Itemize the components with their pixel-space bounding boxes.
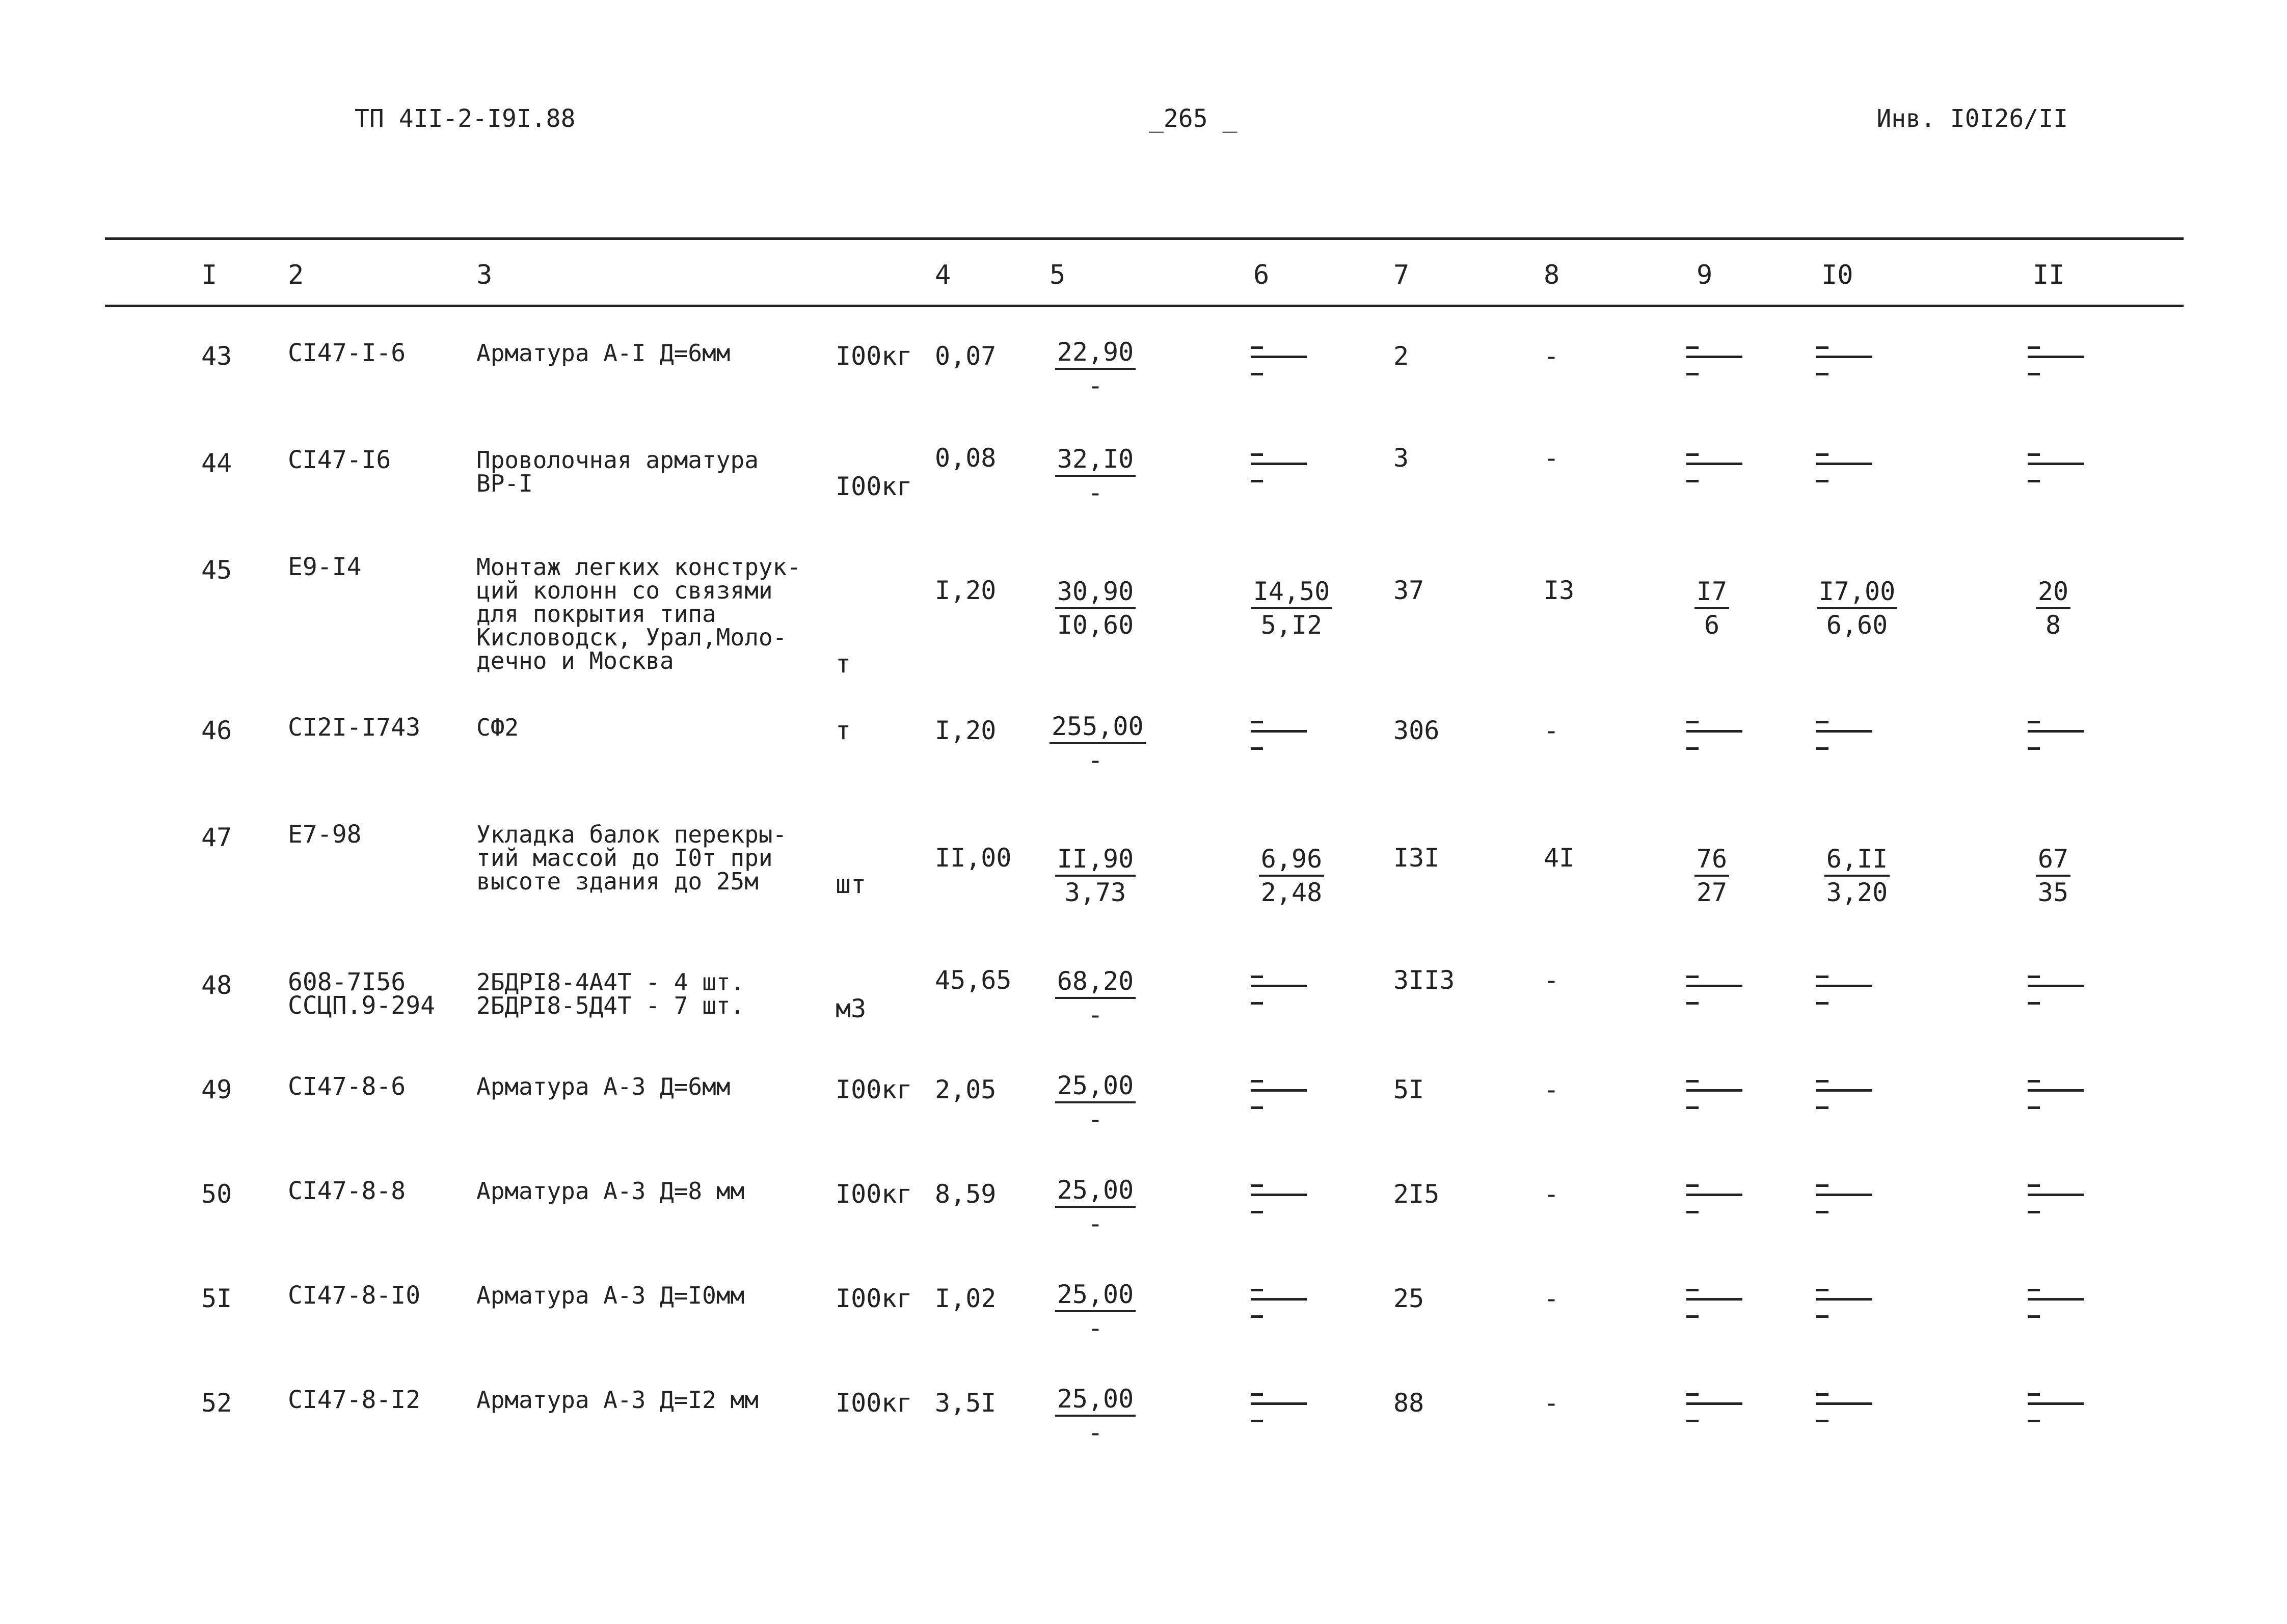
fraction-c10 [1816, 843, 1898, 908]
row-number: 44 [201, 448, 232, 478]
row-code: CI2I-I743 [288, 713, 421, 742]
dash-mark [1816, 1289, 1828, 1291]
fraction-denominator: 3,73 [1064, 878, 1126, 907]
dash-mark [1251, 1315, 1263, 1318]
row-col8: - [1544, 1179, 1559, 1209]
dash-mark [2028, 1194, 2084, 1196]
dash-mark [2028, 1106, 2040, 1109]
dash-mark [2028, 730, 2084, 733]
empty-fraction-c11 [2028, 1393, 2084, 1429]
row-col7: 2I5 [1393, 1179, 1440, 1209]
row-code: CI47-I6 [288, 446, 391, 474]
row-col7: 5I [1393, 1075, 1424, 1104]
dash-mark [1816, 346, 1828, 349]
row-col7: 37 [1393, 576, 1424, 605]
column-number: 7 [1393, 260, 1410, 290]
fraction-numerator: I7,00 [1817, 576, 1898, 609]
dash-mark [2028, 480, 2040, 482]
dash-mark [1251, 1393, 1263, 1396]
row-quantity: 45,65 [935, 965, 1012, 995]
page-number: _265 _ [1149, 104, 1237, 133]
row-number: 52 [201, 1388, 232, 1418]
empty-fraction-c9 [1686, 453, 1742, 489]
row-code: E9-I4 [288, 553, 362, 581]
dash-mark [1251, 1106, 1263, 1109]
row-description: Арматура А-3 Д=I2 мм [476, 1386, 759, 1414]
fraction-c5 [1050, 965, 1141, 1031]
row-unit: т [836, 716, 851, 745]
dash-mark [2028, 1315, 2040, 1318]
empty-fraction-c10 [1816, 976, 1872, 1011]
empty-fraction-c9 [1686, 346, 1742, 382]
row-col8: - [1544, 965, 1559, 995]
fraction-c5 [1050, 711, 1144, 776]
fraction-numerator: 6,II [1824, 843, 1890, 877]
dash-mark [1816, 1089, 1872, 1092]
row-col7: 88 [1393, 1388, 1424, 1418]
dash-mark [1816, 1420, 1828, 1422]
dash-mark [2028, 1080, 2040, 1082]
dash-mark [1251, 721, 1263, 723]
dash-mark [1686, 1080, 1699, 1082]
dash-mark [1251, 480, 1263, 482]
fraction-c5 [1050, 1070, 1141, 1135]
row-description: Арматура А-3 Д=8 мм [476, 1177, 745, 1205]
fraction-denominator: - [1087, 371, 1104, 400]
row-code: CI47-8-I2 [288, 1386, 421, 1414]
row-number: 49 [201, 1075, 232, 1104]
row-code: 608-7I56 ССЦП.9-294 [288, 968, 435, 1020]
empty-fraction-c11 [2028, 1080, 2084, 1116]
empty-fraction-c6 [1251, 976, 1307, 1011]
dash-mark [1251, 1184, 1263, 1187]
empty-fraction-c11 [2028, 1184, 2084, 1220]
row-quantity: 2,05 [935, 1075, 997, 1104]
dash-mark [1816, 480, 1828, 482]
fraction-c10 [1816, 576, 1898, 641]
empty-fraction-c10 [1816, 1080, 1872, 1116]
empty-fraction-c11 [2028, 721, 2084, 756]
dash-mark [1251, 1402, 1307, 1405]
fraction-numerator: 25,00 [1055, 1070, 1136, 1103]
empty-fraction-c9 [1686, 721, 1742, 756]
dash-mark [1686, 1184, 1699, 1187]
fraction-denominator: - [1087, 1313, 1104, 1343]
dash-mark [1816, 356, 1872, 358]
row-quantity: I,20 [935, 716, 997, 745]
row-code: CI47-8-6 [288, 1072, 406, 1101]
dash-mark [1816, 747, 1828, 750]
dash-mark [2028, 1289, 2040, 1291]
fraction-numerator: 255,00 [1050, 711, 1146, 744]
fraction-numerator: I7 [1694, 576, 1729, 609]
row-code: CI47-8-I0 [288, 1281, 421, 1310]
row-quantity: I,02 [935, 1284, 997, 1313]
row-col7: 3 [1393, 443, 1409, 473]
empty-fraction-c6 [1251, 346, 1307, 382]
doc-code: ТП 4II-2-I9I.88 [355, 104, 576, 133]
fraction-numerator: 76 [1694, 843, 1729, 877]
empty-fraction-c11 [2028, 976, 2084, 1011]
dash-mark [1816, 1106, 1828, 1109]
fraction-numerator: 32,I0 [1055, 443, 1136, 477]
dash-mark [2028, 1089, 2084, 1092]
dash-mark [1251, 453, 1263, 456]
dash-mark [2028, 1184, 2040, 1187]
fraction-c11 [2028, 843, 2079, 908]
dash-mark [1251, 1289, 1263, 1291]
dash-mark [1816, 1211, 1828, 1213]
dash-mark [1816, 1194, 1872, 1196]
row-number: 45 [201, 555, 232, 585]
row-number: 43 [201, 341, 232, 371]
dash-mark [1686, 1211, 1699, 1213]
fraction-numerator: 68,20 [1055, 965, 1136, 999]
empty-fraction-c9 [1686, 1184, 1742, 1220]
dash-mark [1686, 1315, 1699, 1318]
dash-mark [1686, 747, 1699, 750]
dash-mark [1251, 976, 1263, 978]
dash-mark [1686, 1289, 1699, 1291]
dash-mark [1686, 976, 1699, 978]
column-number: 9 [1697, 260, 1713, 290]
fraction-c5 [1050, 843, 1141, 908]
fraction-denominator: 27 [1696, 878, 1728, 907]
dash-mark [1816, 985, 1872, 987]
dash-mark [2028, 356, 2084, 358]
row-col7: I3I [1393, 843, 1440, 873]
empty-fraction-c6 [1251, 721, 1307, 756]
empty-fraction-c9 [1686, 1289, 1742, 1324]
table-header-rule [105, 305, 2184, 307]
empty-fraction-c6 [1251, 1184, 1307, 1220]
dash-mark [1251, 1420, 1263, 1422]
dash-mark [2028, 985, 2084, 987]
empty-fraction-c6 [1251, 1080, 1307, 1116]
dash-mark [2028, 1211, 2040, 1213]
fraction-denominator: - [1087, 1418, 1104, 1447]
dash-mark [1816, 1402, 1872, 1405]
dash-mark [1251, 373, 1263, 375]
dash-mark [1251, 747, 1263, 750]
row-unit: I00кг [836, 1284, 912, 1313]
fraction-denominator: 6,60 [1826, 610, 1888, 640]
dash-mark [2028, 463, 2084, 465]
fraction-c5 [1050, 336, 1141, 401]
row-quantity: II,00 [935, 843, 1012, 873]
column-number: 8 [1544, 260, 1560, 290]
empty-fraction-c10 [1816, 1184, 1872, 1220]
dash-mark [2028, 976, 2040, 978]
dash-mark [1816, 976, 1828, 978]
dash-mark [1686, 1089, 1742, 1092]
inventory-number: Инв. I0I26/II [1876, 104, 2068, 133]
dash-mark [1251, 1298, 1307, 1301]
fraction-c6 [1251, 843, 1332, 908]
fraction-numerator: 22,90 [1055, 336, 1136, 370]
column-number: II [2033, 260, 2065, 290]
dash-mark [1251, 1080, 1263, 1082]
dash-mark [1686, 1393, 1699, 1396]
dash-mark [1686, 1298, 1742, 1301]
empty-fraction-c10 [1816, 453, 1872, 489]
row-description: Арматура А-I Д=6мм [476, 339, 731, 367]
dash-mark [1686, 1106, 1699, 1109]
fraction-numerator: II,90 [1055, 843, 1136, 877]
dash-mark [1816, 1393, 1828, 1396]
column-number: 3 [476, 260, 493, 290]
row-quantity: 0,08 [935, 443, 997, 473]
row-code: E7-98 [288, 820, 362, 849]
row-description: Укладка балок перекры- тий массой до I0т при высоте здания до 25м [476, 821, 787, 895]
fraction-c5 [1050, 443, 1141, 508]
dash-mark [1686, 985, 1742, 987]
fraction-numerator: 20 [2036, 576, 2070, 609]
row-col8: - [1544, 1284, 1559, 1313]
row-code: CI47-I-6 [288, 339, 406, 367]
column-number: 5 [1050, 260, 1066, 290]
row-code: CI47-8-8 [288, 1177, 406, 1205]
row-description: Арматура А-3 Д=I0мм [476, 1282, 745, 1309]
fraction-numerator: 25,00 [1055, 1279, 1136, 1312]
fraction-denominator: 35 [2037, 878, 2069, 907]
row-unit: I00кг [836, 1179, 912, 1209]
dash-mark [2028, 747, 2040, 750]
row-quantity: 0,07 [935, 341, 997, 371]
dash-mark [1816, 453, 1828, 456]
row-col7: 2 [1393, 341, 1409, 371]
empty-fraction-c11 [2028, 453, 2084, 489]
row-col8: - [1544, 1075, 1559, 1104]
fraction-numerator: 25,00 [1055, 1174, 1136, 1208]
row-description: Арматура А-3 Д=6мм [476, 1073, 731, 1100]
row-number: 47 [201, 823, 232, 852]
dash-mark [1251, 1002, 1263, 1005]
fraction-denominator: - [1087, 1000, 1104, 1030]
fraction-c6 [1251, 576, 1332, 641]
dash-mark [2028, 1420, 2040, 1422]
row-col8: - [1544, 443, 1559, 473]
dash-mark [1686, 373, 1699, 375]
dash-mark [1251, 730, 1307, 733]
fraction-denominator: - [1087, 1104, 1104, 1134]
fraction-numerator: 25,00 [1055, 1383, 1136, 1417]
dash-mark [1251, 985, 1307, 987]
dash-mark [1816, 1002, 1828, 1005]
dash-mark [1686, 463, 1742, 465]
fraction-denominator: 5,I2 [1260, 610, 1323, 640]
dash-mark [2028, 1393, 2040, 1396]
row-unit: м3 [836, 994, 867, 1023]
dash-mark [2028, 1002, 2040, 1005]
fraction-numerator: 67 [2036, 843, 2070, 877]
dash-mark [1816, 463, 1872, 465]
fraction-c5 [1050, 576, 1141, 641]
row-quantity: 3,5I [935, 1388, 997, 1418]
row-col7: 306 [1393, 716, 1440, 745]
dash-mark [2028, 721, 2040, 723]
row-unit: I00кг [836, 1388, 912, 1418]
fraction-c5 [1050, 1279, 1141, 1344]
fraction-numerator: I4,50 [1251, 576, 1332, 609]
row-col8: - [1544, 716, 1559, 745]
dash-mark [1816, 1080, 1828, 1082]
row-col8: 4I [1544, 843, 1575, 873]
fraction-numerator: 6,96 [1259, 843, 1324, 877]
dash-mark [1686, 480, 1699, 482]
dash-mark [1816, 373, 1828, 375]
dash-mark [2028, 346, 2040, 349]
dash-mark [1251, 1089, 1307, 1092]
fraction-c5 [1050, 1174, 1141, 1239]
row-unit: I00кг [836, 472, 912, 501]
dash-mark [1816, 1298, 1872, 1301]
fraction-c9 [1686, 576, 1737, 641]
column-number: 4 [935, 260, 951, 290]
empty-fraction-c9 [1686, 1080, 1742, 1116]
dash-mark [2028, 1402, 2084, 1405]
column-number: I [201, 260, 218, 290]
dash-mark [1251, 346, 1263, 349]
dash-mark [2028, 453, 2040, 456]
dash-mark [1686, 453, 1699, 456]
fraction-denominator: 6 [1704, 610, 1720, 640]
row-col8: - [1544, 1388, 1559, 1418]
empty-fraction-c10 [1816, 1289, 1872, 1324]
dash-mark [2028, 1298, 2084, 1301]
dash-mark [1816, 1315, 1828, 1318]
row-number: 5I [201, 1284, 232, 1313]
dash-mark [1686, 1420, 1699, 1422]
row-description: СФ2 [476, 714, 519, 741]
column-number: I0 [1821, 260, 1853, 290]
row-quantity: 8,59 [935, 1179, 997, 1209]
row-col8: I3 [1544, 576, 1575, 605]
fraction-denominator: I0,60 [1057, 610, 1134, 640]
fraction-denominator: - [1087, 1209, 1104, 1238]
row-unit: I00кг [836, 1075, 912, 1104]
dash-mark [1251, 356, 1307, 358]
dash-mark [1251, 1211, 1263, 1213]
row-quantity: I,20 [935, 576, 997, 605]
dash-mark [1686, 1194, 1742, 1196]
empty-fraction-c6 [1251, 453, 1307, 489]
row-description: 2БДРI8-4А4Т - 4 шт. 2БДРI8-5Д4Т - 7 шт. [476, 968, 745, 1019]
empty-fraction-c6 [1251, 1393, 1307, 1429]
empty-fraction-c6 [1251, 1289, 1307, 1324]
dash-mark [1816, 721, 1828, 723]
dash-mark [1686, 721, 1699, 723]
row-description: Проволочная арматура ВР-I [476, 446, 759, 497]
dash-mark [1816, 1184, 1828, 1187]
dash-mark [1686, 730, 1742, 733]
row-unit: I00кг [836, 341, 912, 371]
row-col7: 25 [1393, 1284, 1424, 1313]
empty-fraction-c10 [1816, 1393, 1872, 1429]
column-number: 2 [288, 260, 304, 290]
empty-fraction-c9 [1686, 976, 1742, 1011]
row-description: Монтаж легких конструк- ций колонн со связями для покрытия типа Кисловодск, Урал,Моло- дечно и Москва [476, 553, 801, 674]
column-number: 6 [1253, 260, 1270, 290]
empty-fraction-c9 [1686, 1393, 1742, 1429]
fraction-denominator: 3,20 [1826, 878, 1888, 907]
table-top-rule [105, 237, 2184, 240]
row-number: 46 [201, 716, 232, 745]
fraction-denominator: 2,48 [1260, 878, 1323, 907]
dash-mark [1686, 356, 1742, 358]
fraction-c11 [2028, 576, 2079, 641]
fraction-denominator: - [1087, 745, 1104, 775]
row-col8: - [1544, 341, 1559, 371]
dash-mark [2028, 373, 2040, 375]
dash-mark [1686, 346, 1699, 349]
row-unit: т [836, 649, 851, 679]
empty-fraction-c11 [2028, 1289, 2084, 1324]
dash-mark [1251, 1194, 1307, 1196]
fraction-c5 [1050, 1383, 1141, 1448]
fraction-denominator: - [1087, 478, 1104, 507]
dash-mark [1251, 463, 1307, 465]
fraction-c9 [1686, 843, 1737, 908]
dash-mark [1686, 1402, 1742, 1405]
row-col7: 3II3 [1393, 965, 1455, 995]
row-number: 50 [201, 1179, 232, 1209]
dash-mark [1816, 730, 1872, 733]
dash-mark [1686, 1002, 1699, 1005]
fraction-denominator: 8 [2045, 610, 2061, 640]
empty-fraction-c10 [1816, 721, 1872, 756]
row-unit: шт [836, 870, 867, 899]
fraction-numerator: 30,90 [1055, 576, 1136, 609]
row-number: 48 [201, 970, 232, 1000]
empty-fraction-c11 [2028, 346, 2084, 382]
empty-fraction-c10 [1816, 346, 1872, 382]
